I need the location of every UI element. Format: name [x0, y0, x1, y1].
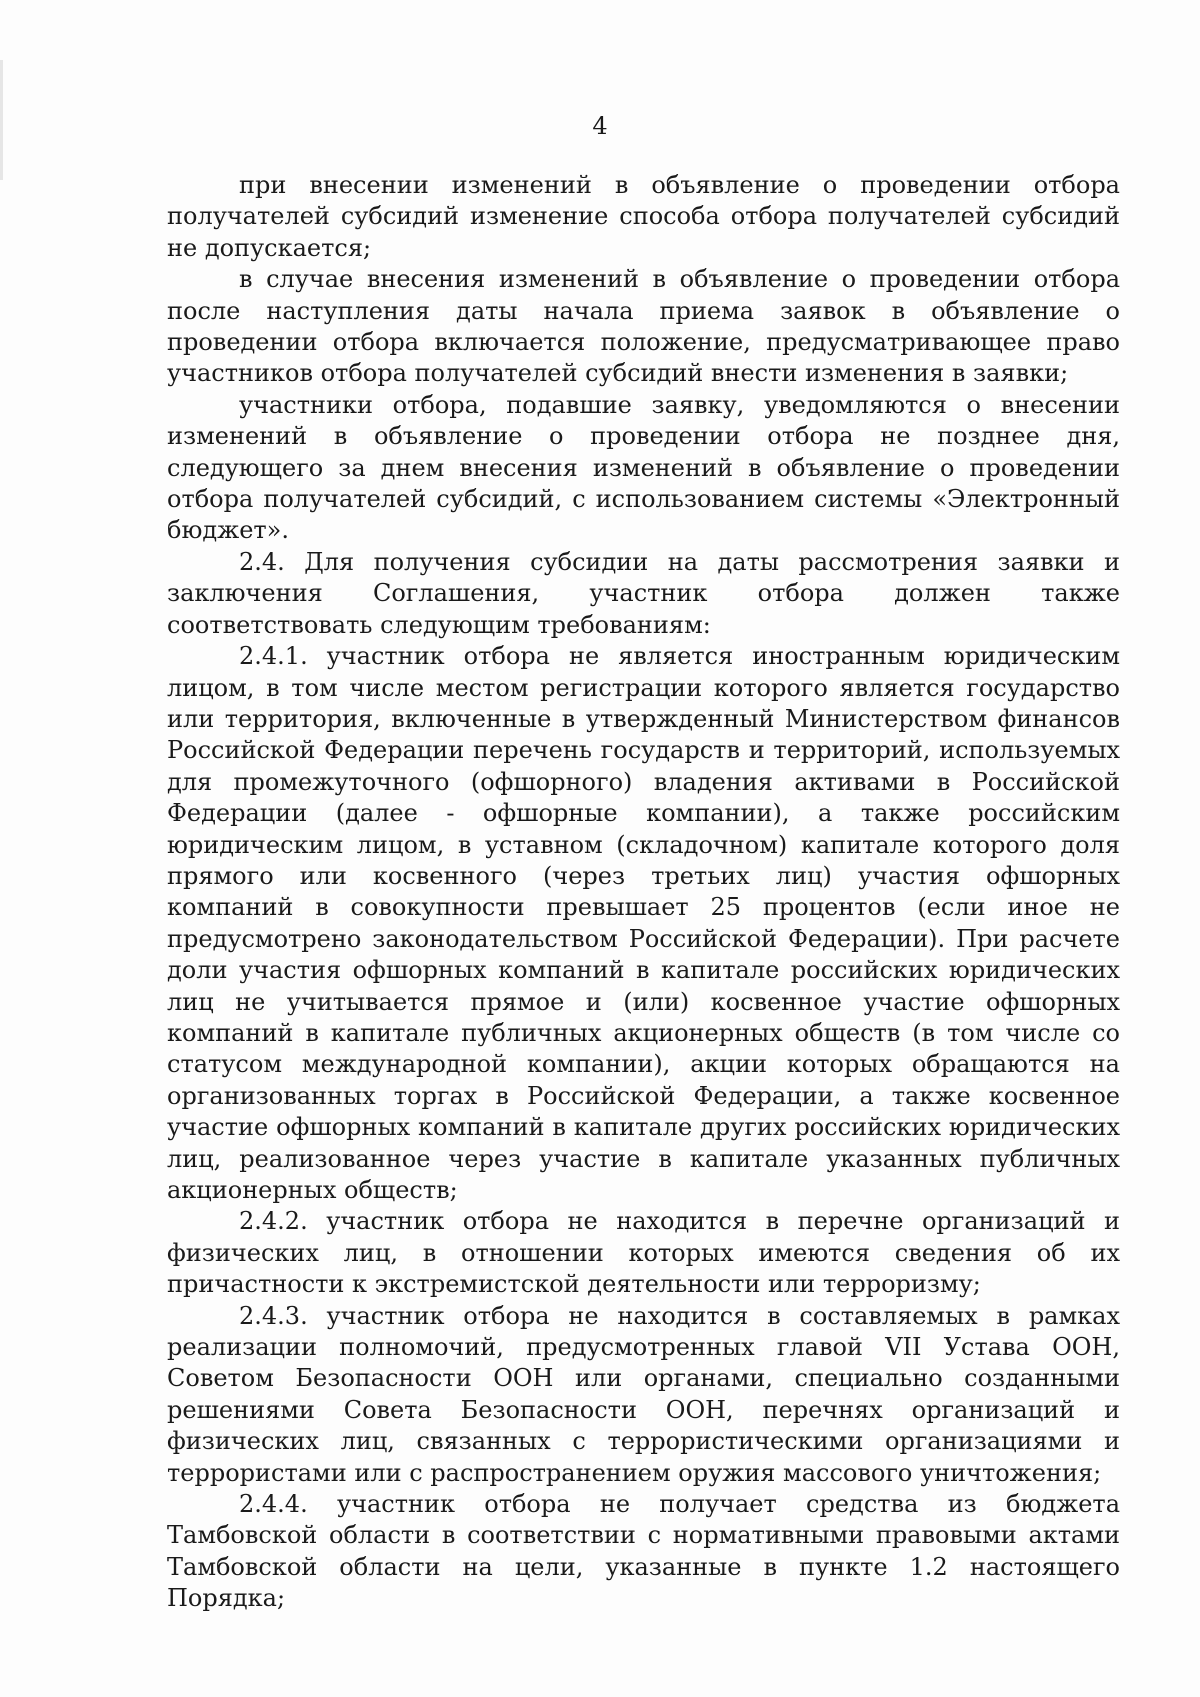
paragraph-change-method: при внесении изменений в объявление о проведении отбора получателей субсидий изменение способа отбора получателей субсидий не допускается;	[167, 171, 1120, 262]
paragraph-notification: участники отбора, подавшие заявку, уведомляются о внесении изменений в объявление о проведении отбора не позднее дня, следующего за днем внесения изменений в объявление о проведении отбора получателей субсидий, с использованием системы «Электронный бюджет».	[167, 390, 1120, 545]
paragraph-2-4-4: 2.4.4. участник отбора не получает средства из бюджета Тамбовской области в соответствии с нормативными правовыми актами Тамбовской области на цели, указанные в пункте 1.2 настоящего Порядка;	[167, 1490, 1120, 1613]
page-number: 4	[592, 112, 608, 140]
document-body	[167, 170, 1120, 1615]
paragraph-2-4-2: 2.4.2. участник отбора не находится в перечне организаций и физических лиц, в отношении которых имеются сведения об их причастности к экстремистской деятельности или терроризму;	[167, 1207, 1120, 1299]
paragraph-2-4: 2.4. Для получения субсидии на даты рассмотрения заявки и заключения Соглашения, участник отбора должен также соответствовать следующим требованиям:	[167, 547, 1120, 639]
paragraph-change-after-start: в случае внесения изменений в объявление о проведении отбора после наступления даты начала приема заявок в объявление о проведении отбора включается положение, предусматривающее право участников отбора получателей субсидий внести изменения в заявки;	[167, 265, 1120, 388]
paragraph-2-4-3: 2.4.3. участник отбора не находится в составляемых в рамках реализации полномочий, предусмотренных главой VII Устава ООН, Советом Безопасности ООН или органами, специально созданными решениями Совета Безопасности ООН, перечнях организаций и физических лиц, связанных с террористическими организациями и террористами или с распространением оружия массового уничтожения;	[167, 1301, 1120, 1487]
paragraph-2-4-1: 2.4.1. участник отбора не является иностранным юридическим лицом, в том числе местом регистрации которого является государство или территория, включенные в утвержденный Министерством финансов Российской Федерации перечень государств и территорий, используемых для промежуточного (офшорного) владения активами в Российской Федерации (далее - офшорные компании), а также российским юридическим лицом, в уставном (складочном) капитале которого доля прямого или косвенного (через третьих лиц) участия офшорных компаний в совокупности превышает 25 процентов (если иное не предусмотрено законодательством Российской Федерации). При расчете доли участия офшорных компаний в капитале российских юридических лиц не учитывается прямое и (или) косвенное участие офшорных компаний в капитале публичных акционерных обществ (в том числе со статусом международной компании), акции которых обращаются на организованных торгах в Российской Федерации, а также косвенное участие офшорных компаний в капитале других российских юридических лиц, реализованное через участие в капитале указанных публичных акционерных обществ;	[167, 642, 1120, 1204]
